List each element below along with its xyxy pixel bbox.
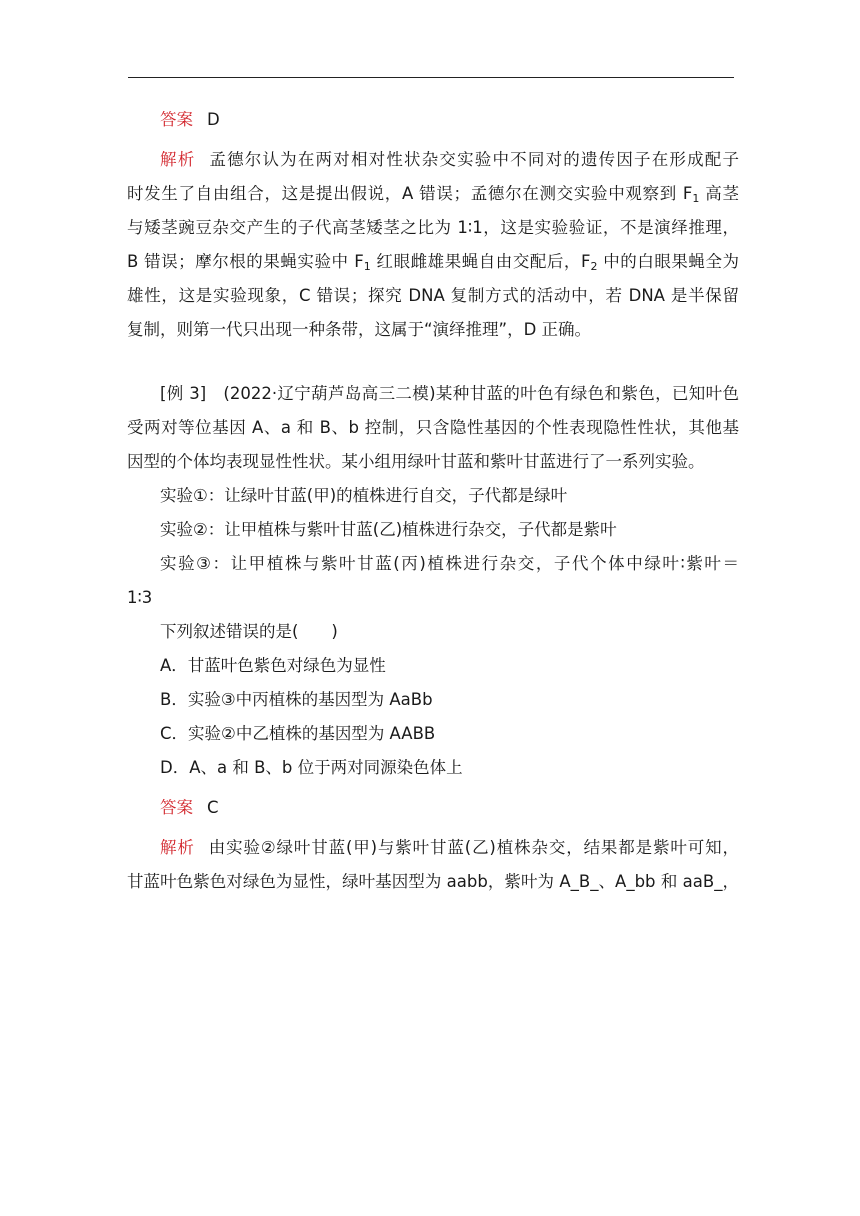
analysis-1-line-1: 解析 孟德尔认为在两对相对性状杂交实验中不同对的遗传因子在形成配子 (160, 150, 740, 169)
answer-value: D (207, 110, 220, 129)
answer-label: 答案 (160, 798, 193, 817)
example-3-line-3: 因型的个体均表现显性性状。某小组用绿叶甘蓝和紫叶甘蓝进行了一系列实验。 (127, 452, 705, 471)
analysis-2-line-1: 解析 由实验②绿叶甘蓝(甲)与紫叶甘蓝(乙)植株杂交，结果都是紫叶可知， (160, 838, 739, 857)
option-b: B．实验③中丙植株的基因型为 AaBb (160, 690, 433, 709)
header-rule (128, 77, 734, 78)
example-3-line-1: [例 3] (2022·辽宁葫芦岛高三二模)某种甘蓝的叶色有绿色和紫色，已知叶色 (160, 384, 739, 403)
experiment-2: 实验②：让甲植株与紫叶甘蓝(乙)植株进行杂交，子代都是紫叶 (160, 520, 617, 539)
option-c: C．实验②中乙植株的基因型为 AABB (160, 724, 436, 743)
question-stem: 下列叙述错误的是( ) (160, 622, 338, 641)
answer-2 (127, 791, 739, 825)
example-3-line-2: 受两对等位基因 A、a 和 B、b 控制，只含隐性基因的个性表现隐性性状，其他基 (127, 418, 739, 437)
answer-value: C (207, 798, 219, 817)
option-a: A．甘蓝叶色紫色对绿色为显性 (160, 656, 386, 675)
answer-label: 答案 (160, 110, 193, 129)
analysis-1-line-4: B 错误；摩尔根的果蝇实验中 $F_1$ 红眼雌雄果蝇自由交配后，$F_2$ 中的白眼果蝇全为 (127, 252, 739, 273)
analysis-1-line-2: 时发生了自由组合，这是提出假说，A 错误；孟德尔在测交实验中观察到 $F_1$ 高茎 (127, 184, 739, 205)
experiment-3: 实验③：让甲植株与紫叶甘蓝(丙)植株进行杂交，子代个体中绿叶∶紫叶＝ (160, 554, 739, 573)
analysis-1-line-5: 雄性，这是实验现象，C 错误；探究 DNA 复制方式的活动中，若 DNA 是半保留 (127, 286, 739, 305)
analysis-1-line-6: 复制，则第一代只出现一种条带，这属于“演绎推理”，D 正确。 (127, 320, 592, 339)
analysis-label: 解析 (160, 150, 196, 169)
experiment-3-ratio: 1∶3 (127, 588, 153, 607)
document-body (127, 103, 739, 899)
analysis-1-line-3: 与矮茎豌豆杂交产生的子代高茎矮茎之比为 1∶1，这是实验验证，不是演绎推理， (127, 218, 739, 237)
experiment-1: 实验①：让绿叶甘蓝(甲)的植株进行自交，子代都是绿叶 (160, 486, 568, 505)
answer-1 (127, 103, 739, 137)
analysis-2-line-2: 甘蓝叶色紫色对绿色为显性，绿叶基因型为 aabb，紫叶为 A_B_、A_bb 和 aaB_， (127, 872, 739, 891)
option-d: D．A、a 和 B、b 位于两对同源染色体上 (160, 758, 463, 777)
analysis-label: 解析 (160, 838, 195, 857)
